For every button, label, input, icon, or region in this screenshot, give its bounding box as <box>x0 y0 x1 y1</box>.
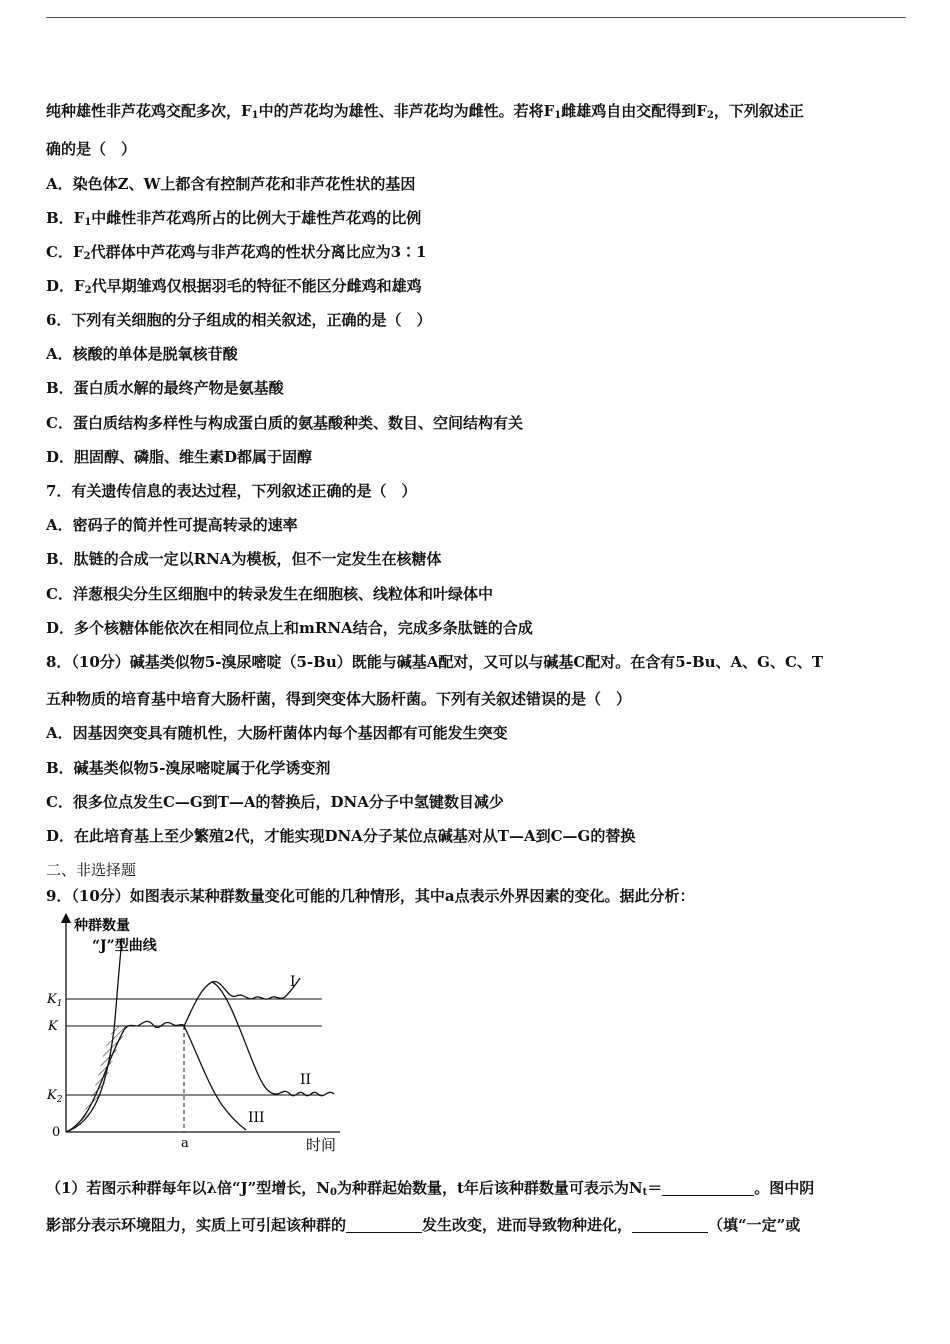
header-rule <box>46 17 906 18</box>
x-axis-label: 时间 <box>306 1136 337 1154</box>
q5-stem-line2: 确的是（ ） <box>46 140 137 158</box>
a-label: a <box>181 1136 189 1151</box>
q6-stem: 6．下列有关细胞的分子组成的相关叙述，正确的是（ ） <box>46 311 432 329</box>
q5-stem-line1: 纯种雄性非芦花鸡交配多次，$F_1$中的芦花均为雄性、非芦花均为雌性。若将$F_1$雌雄鸡自由交配得到$F_2$，下列叙述正 <box>46 102 804 121</box>
curve-i <box>184 978 300 1026</box>
q6-option-d: D．胆固醇、磷脂、维生素D都属于固醇 <box>46 448 313 466</box>
q6-option-b: B．蛋白质水解的最终产物是氨基酸 <box>46 379 284 397</box>
q8-stem-line2: 五种物质的培育基中培育大肠杆菌，得到突变体大肠杆菌。下列有关叙述错误的是（ ） <box>46 690 632 708</box>
q5-option-c: C．$F_2$代群体中芦花鸡与非芦花鸡的性状分离比应为3∶1 <box>46 243 427 262</box>
origin-label: 0 <box>52 1125 61 1140</box>
q8-option-b: B．碱基类似物5-溴尿嘧啶属于化学诱变剂 <box>46 759 331 777</box>
curve-iii-label: III <box>248 1110 265 1126</box>
k2-label: $K_2$ <box>47 1088 63 1105</box>
section-heading: 二、非选择题 <box>46 861 137 879</box>
q7-option-b: B．肽链的合成一定以RNA为模板，但不一定发生在核糖体 <box>46 550 442 568</box>
answer-blank-2[interactable] <box>346 1216 422 1233</box>
curve-i-label: I <box>290 974 296 990</box>
answer-blank-1[interactable] <box>662 1179 754 1196</box>
j-curve-label: “J”型曲线 <box>92 938 157 954</box>
y-axis-label: 种群数量 <box>74 918 130 934</box>
q7-option-a: A．密码子的简并性可提高转录的速率 <box>46 516 298 534</box>
q9-part1-line2: 影部分表示环境阻力，实质上可引起该种群的 发生改变，进而导致物种进化， （填“一定”或 <box>46 1216 801 1234</box>
q9-part1-line1: （1）若图示种群每年以λ倍“J”型增长，$N_0$为种群起始数量，t年后该种群数量可表示为$N_t=$ 。图中阴 <box>46 1179 815 1198</box>
population-graph <box>44 910 364 1160</box>
q6-option-c: C．蛋白质结构多样性与构成蛋白质的氨基酸种类、数目、空间结构有关 <box>46 414 523 432</box>
k-label: K <box>48 1019 58 1034</box>
q7-stem: 7．有关遗传信息的表达过程，下列叙述正确的是（ ） <box>46 482 417 500</box>
q6-option-a: A．核酸的单体是脱氧核苷酸 <box>46 345 238 363</box>
q8-stem-line1: 8．（10分）碱基类似物5-溴尿嘧啶（5-Bu）既能与碱基A配对，又可以与碱基C配对。在含有5-Bu、A、G、C、T <box>46 653 824 671</box>
q5-option-d: D．$F_2$代早期雏鸡仅根据羽毛的特征不能区分雌鸡和雄鸡 <box>46 277 422 296</box>
q5-option-b: B．$F_1$中雌性非芦花鸡所占的比例大于雄性芦花鸡的比例 <box>46 209 422 228</box>
answer-blank-3[interactable] <box>632 1216 708 1233</box>
q7-option-d: D．多个核糖体能依次在相同位点上和mRNA结合，完成多条肽链的合成 <box>46 619 533 637</box>
k1-label: $K_1$ <box>47 992 63 1009</box>
q5-option-a: A．染色体Z、W上都含有控制芦花和非芦花性状的基因 <box>46 175 416 193</box>
curve-iii <box>184 1026 246 1130</box>
environmental-resistance-hatch <box>66 1026 130 1132</box>
q9-stem: 9．（10分）如图表示某种群数量变化可能的几种情形，其中a点表示外界因素的变化。据此分析： <box>46 887 695 905</box>
curve-ii-label: II <box>300 1072 312 1088</box>
q7-option-c: C．洋葱根尖分生区细胞中的转录发生在细胞核、线粒体和叶绿体中 <box>46 585 493 603</box>
q8-option-d: D．在此培育基上至少繁殖2代，才能实现DNA分子某位点碱基对从T—A到C—G的替换 <box>46 827 636 845</box>
q8-option-c: C．很多位点发生C—G到T—A的替换后，DNA分子中氢键数目减少 <box>46 793 504 811</box>
q8-option-a: A．因基因突变具有随机性，大肠杆菌体内每个基因都有可能发生突变 <box>46 724 508 742</box>
